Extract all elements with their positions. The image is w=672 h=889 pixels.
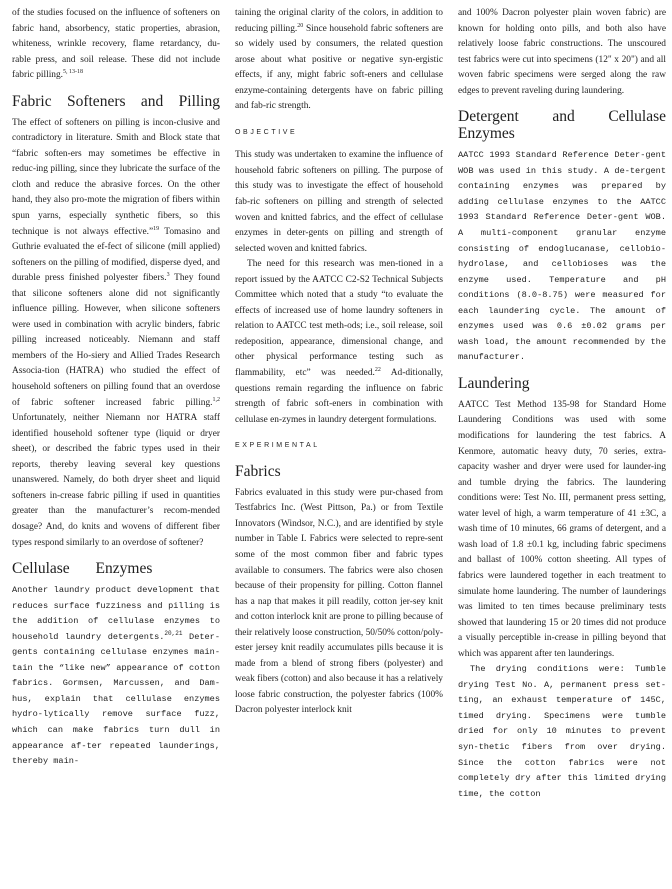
section-label-experimental: EXPERIMENTAL (235, 442, 320, 450)
paragraph-drying: The drying conditions were: Tumble drying Test No. A, permanent press set-ting, an exhaust temperature of 145C, timed drying. Specimens were tumble dried for only 10 minutes to prevent syn-thetic fibers from over drying. Since the cotton fabrics were not completely dry after this limited drying time, the cotton (458, 664, 666, 799)
section-label-objective: OBJECTIVE (235, 128, 298, 136)
heading-detergent-cellulase: Detergent and Cellulase Enzymes (458, 108, 666, 143)
citation: 20,21 (164, 629, 183, 637)
paragraph-research-need: The need for this research was men-tioned in a report issued by the AATCC C2-S2 Technical Subjects Committee which noted that a study “to evaluate the effects of increased use of home laundry softeners in relation to AATCC test meth-ods; i.e., soil release, soil redeposition, appearance, dimensional change, and other physical performance testing such as flammability, etc” was needed.$^{22}$ Ad-ditionally, questions remain regarding the influence on fabric strength of fabric soft-eners in combination with cellulase en-zymes in laundry detergent formulations. (235, 259, 444, 425)
text-column-2 (235, 6, 443, 719)
citation: 3 (166, 272, 170, 279)
paragraph-intro: of the studies focused on the influence of softeners on fabric hand, absorbency, static properties, abrasion, whiteness, wrinkle recovery, flame retardancy, du-rable press, and soil release. These did not include fabric pilling.$^{5, 13-18}$ (12, 8, 220, 81)
text-column-3 (458, 6, 666, 802)
paragraph-detergent: AATCC 1993 Standard Reference Deter-gent WOB was used in this study. A de-tergent containing enzymes was prepared by adding cellulase enzymes to the AATCC 1993 Standard Reference Deter-gent WOB. A multi-component granular enzyme consisting of endoglucanase, cellobio-hydrolase, and cellobioses was the enzyme used. Temperature and pH conditions (8.0-8.75) were measured for each laundering cycle. The amount of enzymes used was 0.6 ±0.02 grams per wash load, the amount recommended by the manufacturer. (458, 150, 666, 363)
heading-cellulase-enzymes: Cellulase Enzymes (12, 560, 153, 578)
citation: 22 (374, 366, 381, 373)
paragraph-cellulase: Another laundry product development that reduces surface fuzziness and pilling is the addition of cellulase enzymes to household laundry detergents.$^{20,21}$ Deter-gents containing cellulase enzymes main-tain the “like new” appearance of cotton fabrics. Gormsen, Marcussen, and Dam-hus, explain that cellulase enzymes hydro-lytically remove surface fuzz, which can make fabrics turn dull in appearance af-ter repeated launderings, thereby main- (12, 585, 220, 767)
citation: 1,2 (212, 396, 220, 403)
text-column-1 (12, 6, 220, 770)
citation: 19 (153, 225, 160, 232)
paragraph-laundering: AATCC Test Method 135-98 for Standard Home Laundering Conditions was used with some modifications for laundering the test fabrics. A Kenmore, automatic heavy duty, 70 series, extra-capacity washer and dryer were used for launder-ing and tumble drying the fabrics. The laundering conditions were: Test No. III, permanent press setting, water level of high, a warm temperature of 41 ±3C, a wash time of 10 minutes, 66 grams of detergent, and a wash load of 1.8 ±0.1 kg, including fabric specimens and ballast of 100% cotton sheeting. All types of fabrics were laundered together in each treatment to simulate home laundering. The number of launderings was limited to ten times because preliminary tests showed that laundering 15 or 20 times did not produce a visually perceptible in-crease in pilling beyond that which was apparent after ten launderings. (458, 399, 666, 659)
heading-laundering: Laundering (458, 374, 530, 392)
heading-fabrics: Fabrics (235, 462, 281, 480)
paragraph-softeners-literature: The effect of softeners on pilling is incon-clusive and contradictory in literature. Smith and Block state that “fabric soften-ers may sometimes be effective in reduc-ing pilling, since they lubricate the surface of the cloth and reduce the abrasive forces. On the other hand, they also pro-mote the migration of fibers within spun yarns, especially synthetic fibers, so this technique is not always effective.”$^{19}$ Tomasino and Guthrie evaluated the ef-fect of silicone (mill applied) softeners on the pilling of modified, disperse dyed, and durable press finished polyester fibers.$^3$ They found that silicone softeners alone did not significantly influence pilling. However, when silicone softeners were used in combination with acrylic binders, fabric pilling increased noticeably. Niemann and staff members of the Ho-siery and Allied Trades Research Associa-tion (HATRA) who studied the effect of household softeners on pilling found that an overdose of fabric softener increased fabric pilling.$^{1,2}$ Unfortunately, neither Niemann nor HATRA staff identified household softener type (liquid or dryer sheet), or described the fabric types used in their reports, thereby leaving several key questions unanswered. Namely, do both dryer sheet and liquid softeners in-crease fabric pilling if used in quantities greater than the manufacturer’s recom-mended dosage? And, do knits and wovens of different fiber types respond similarly to an overdose of softener? (12, 117, 220, 548)
paragraph-objective: This study was undertaken to examine the influence of household fabric softeners on pilling. The purpose of this study was to investigate the effect of household fab-ric softeners on pilling and strength of selected woven and knitted fabrics, and the effect of cellulase enzymes in deter-gents on pilling and strength of selected woven and knitted fabrics. (235, 150, 443, 254)
citation: 20 (297, 22, 304, 29)
citation: 5, 13-18 (63, 69, 84, 76)
paragraph-synergy-question: taining the original clarity of the colors, in addition to reducing pilling.$^{20}$ Since household fabric softeners are so widely used by consumers, the related question arose about what positive or negative syn-ergistic effects, if any, might fabric soft-eners and cellulase enzyme-containing detergents have on fabric pilling and fab-ric strength. (235, 8, 444, 112)
paragraph-fabric-specimens: and 100% Dacron polyester plain woven fabric) are known for holding onto pills, and both also have relatively loose fabric constructions. The unscoured test fabrics were cut into specimens (12" x 20") and all woven fabric specimens were serged along the raw edges to prevent raveling during laundering. (458, 8, 666, 96)
heading-fabric-softeners-pilling: Fabric Softeners and Pilling (12, 92, 220, 110)
paragraph-fabrics: Fabrics evaluated in this study were pur-chased from Testfabrics Inc. (West Pittson, Pa.) or from Textile Innovators (Windsor, N.C.), and are identified by style number in Table I. Fabrics were selected to repre-sent some of the most common fiber and fabric types available to consumers. The fabrics were also chosen because of their propensity for pilling. Cotton flannel has a nap that makes it pill readily, cotton jer-sey knit and cotton interlock knit are prone to pilling because of their relatively loose construction, 50/50% cotton/poly-ester jersey knit readily accumulates pills because it is made from a blend of strong fibers (polyester) and weak fibers (cotton) and also because it has a relatively loose fabric construction, the polyester fabrics (100% Dacron polyester interlock knit (235, 487, 444, 716)
